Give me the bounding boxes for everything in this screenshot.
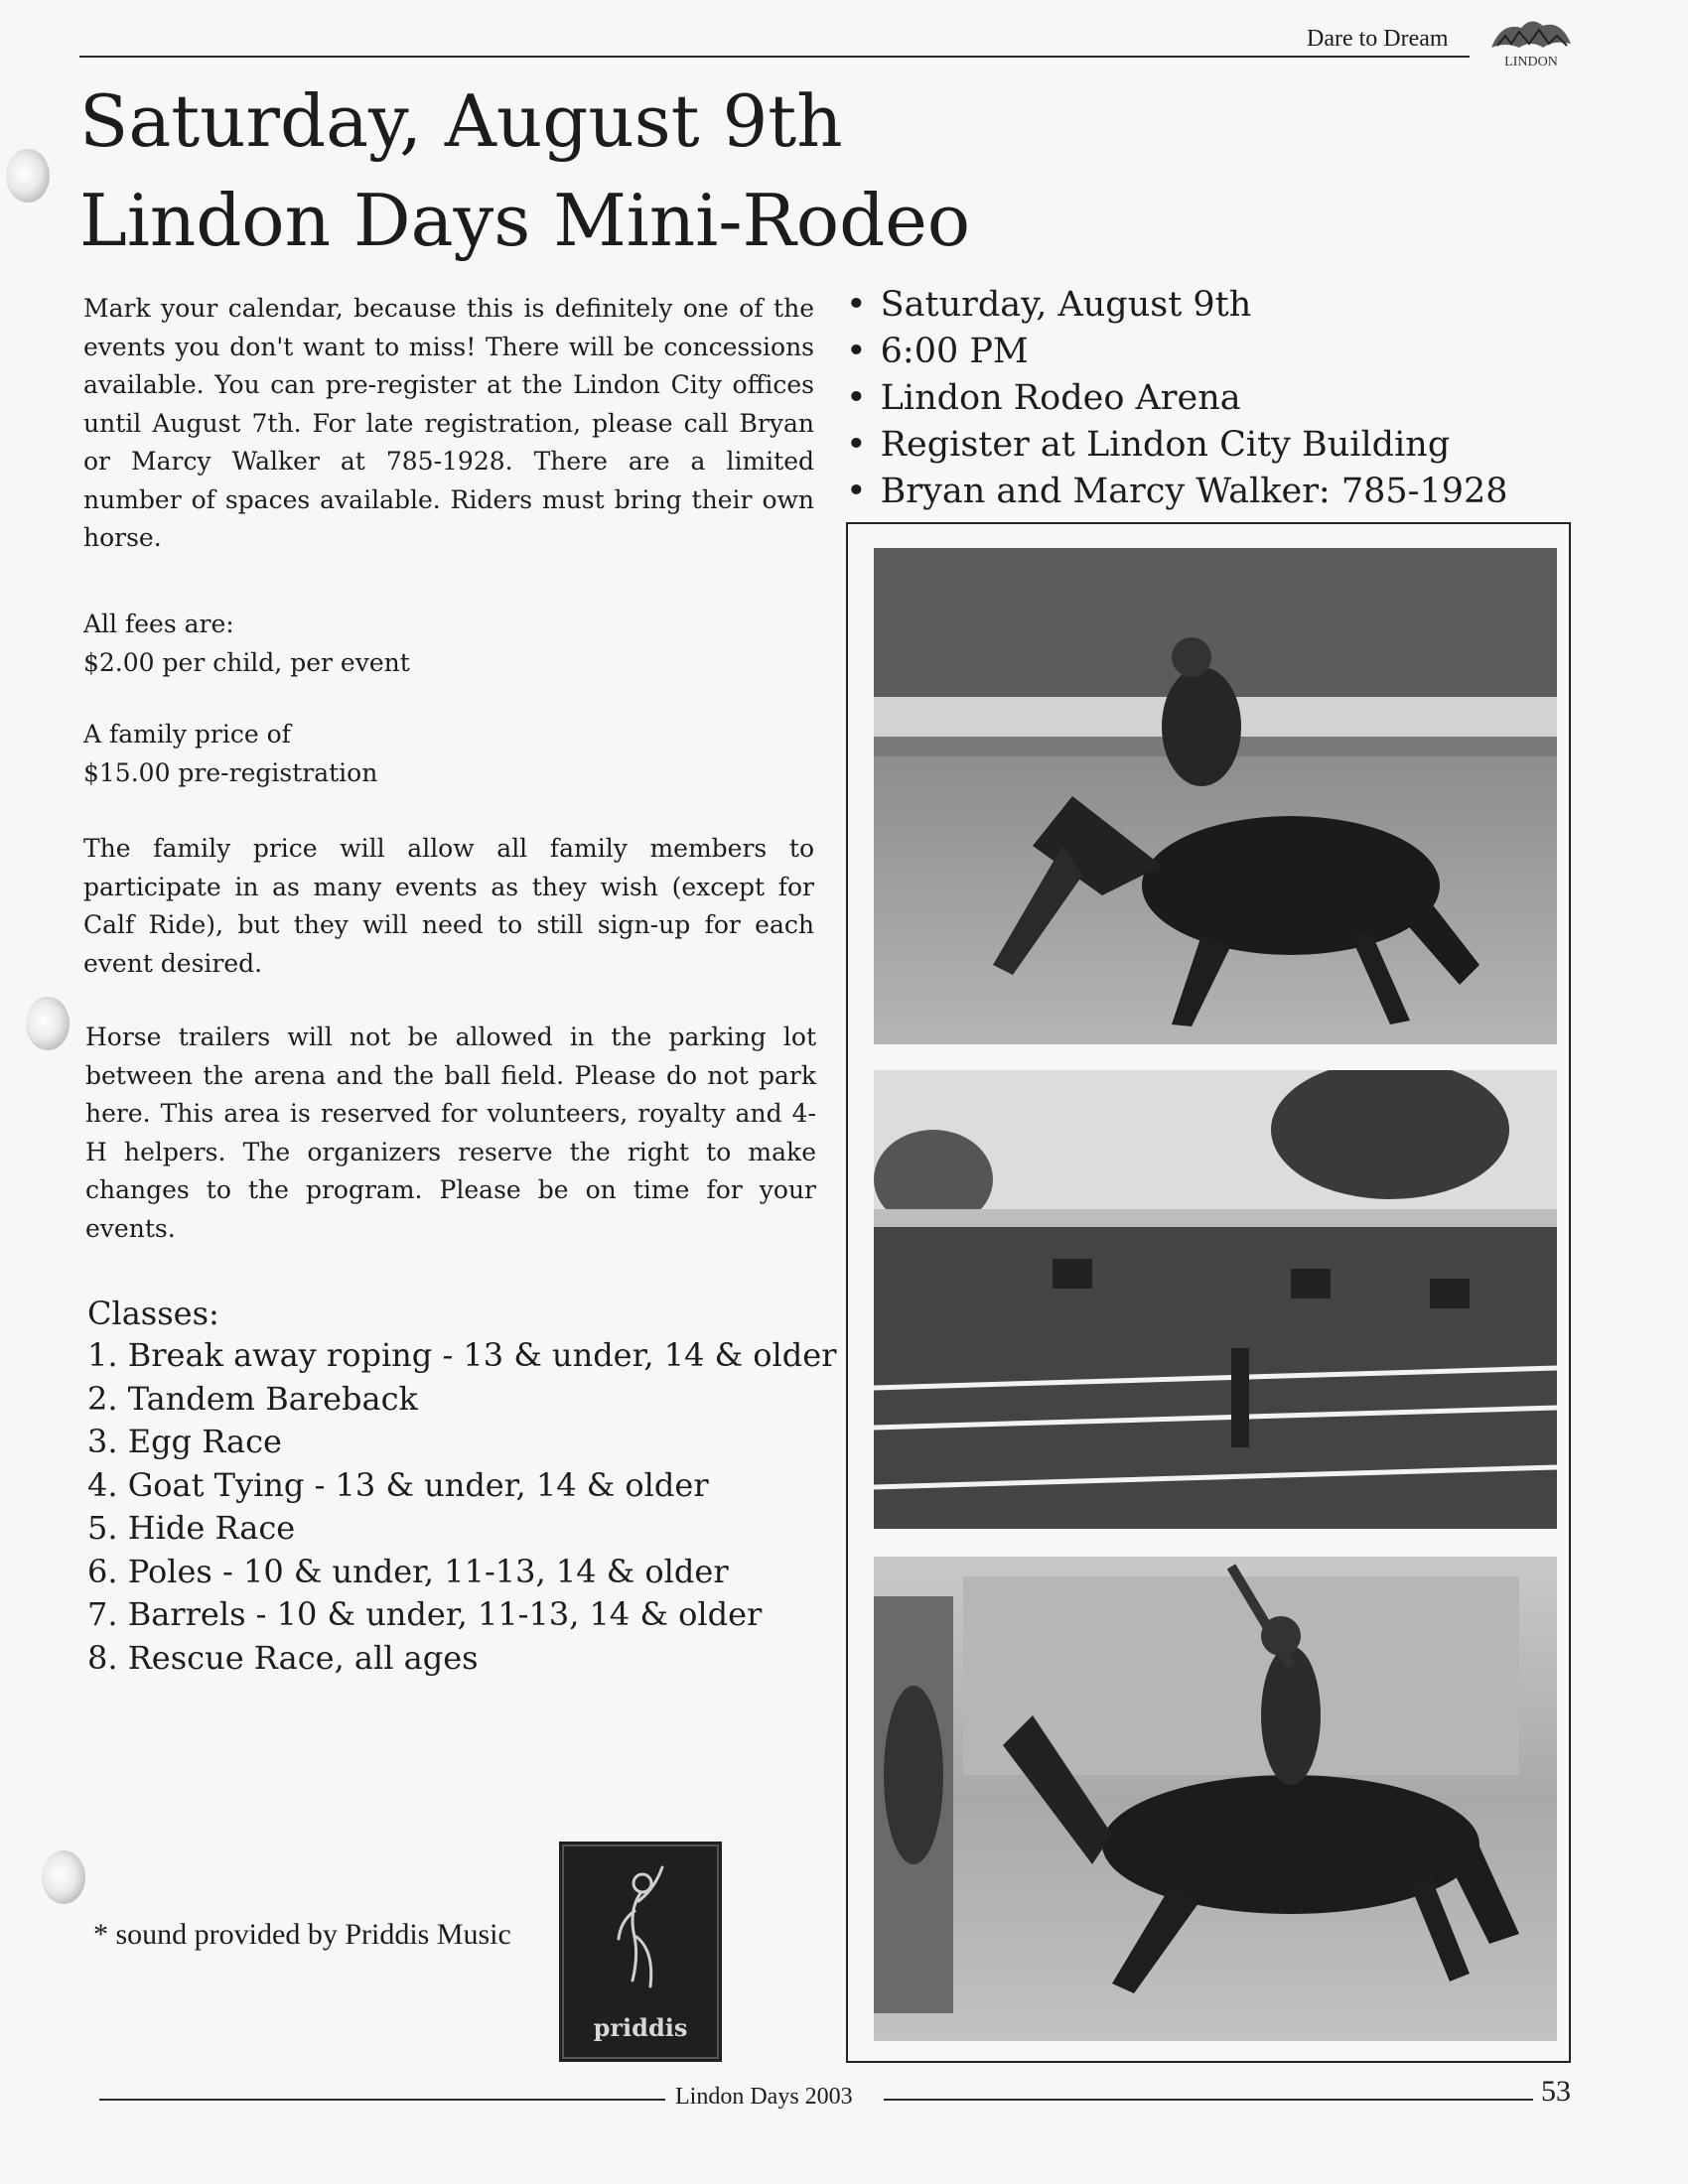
- family-price-label: A family price of: [83, 720, 291, 749]
- class-item: 8. Rescue Race, all ages: [87, 1638, 479, 1677]
- class-item: 1. Break away roping - 13 & under, 14 & older: [87, 1336, 837, 1374]
- footer-text: Lindon Days 2003: [675, 2084, 853, 2110]
- trailers-note: Horse trailers will not be allowed in the parking lot between the arena and the ball field. Please do not park here. This area is reserved for volunteers, royalty and 4-H helpers. The organizers reserve the right to make changes to the program. Please be on time for your events.: [85, 1023, 816, 1243]
- header-rule: [79, 56, 1470, 58]
- event-details-list: [846, 282, 1508, 515]
- page-number: 53: [1541, 2075, 1571, 2108]
- classes-list: [87, 1334, 837, 1680]
- title-date: Saturday, August 9th: [79, 79, 843, 163]
- fees-child: $2.00 per child, per event: [83, 647, 410, 677]
- photo-frame: [846, 522, 1571, 2063]
- detail-location: • Lindon Rodeo Arena: [846, 375, 1508, 422]
- class-item: 6. Poles - 10 & under, 11-13, 14 & older: [87, 1552, 729, 1590]
- footer-rule-right: [884, 2099, 1533, 2101]
- detail-contact: • Bryan and Marcy Walker: 785-1928: [846, 469, 1508, 515]
- priddis-logo: [559, 1842, 722, 2062]
- bronc-riding-photo: [874, 548, 1557, 1044]
- rodeo-arena-photo: [874, 1070, 1557, 1529]
- fees-label: All fees are:: [83, 610, 234, 638]
- priddis-logo-text: priddis: [593, 2013, 688, 2042]
- class-item: 2. Tandem Bareback: [87, 1379, 418, 1418]
- class-item: 3. Egg Race: [87, 1423, 282, 1460]
- title-event: Lindon Days Mini-Rodeo: [79, 179, 971, 262]
- class-item: 4. Goat Tying - 13 & under, 14 & older: [87, 1465, 709, 1504]
- intro-paragraph: Mark your calendar, because this is definitely one of the events you don't want to miss! There will be concessions available. You can pre-register at the Lindon City offices until August 7th. For late registration, please call Bryan or Marcy Walker at 785-1928. There are a limited number of spaces available. Riders must bring their own horse.: [83, 294, 814, 552]
- detail-date: • Saturday, August 9th: [846, 282, 1508, 329]
- binder-hole-middle: [26, 997, 70, 1050]
- family-price-block: [83, 716, 377, 792]
- family-price-value: $15.00 pre-registration: [83, 757, 378, 787]
- family-price-description: The family price will allow all family members to participate in as many events as they wish (except for Calf Ride), but they will need to still sign-up for each event desired.: [83, 834, 814, 978]
- class-item: 5. Hide Race: [87, 1509, 296, 1547]
- footer-rule-left: [99, 2099, 665, 2101]
- lindon-logo: [1483, 14, 1579, 69]
- class-item: 7. Barrels - 10 & under, 11-13, 14 & older: [87, 1595, 763, 1633]
- binder-hole-top: [6, 149, 50, 203]
- fees-block: [83, 606, 410, 682]
- classes-heading: Classes:: [87, 1295, 219, 1332]
- detail-registration: • Register at Lindon City Building: [846, 422, 1508, 469]
- header-tagline: Dare to Dream: [1307, 26, 1449, 52]
- lindon-logo-text: LINDON: [1504, 55, 1558, 69]
- saddle-bronc-photo: [874, 1557, 1557, 2041]
- page-title: [79, 71, 970, 270]
- sound-credit: * sound provided by Priddis Music: [93, 1918, 511, 1951]
- binder-hole-bottom: [42, 1850, 85, 1904]
- detail-time: • 6:00 PM: [846, 329, 1508, 375]
